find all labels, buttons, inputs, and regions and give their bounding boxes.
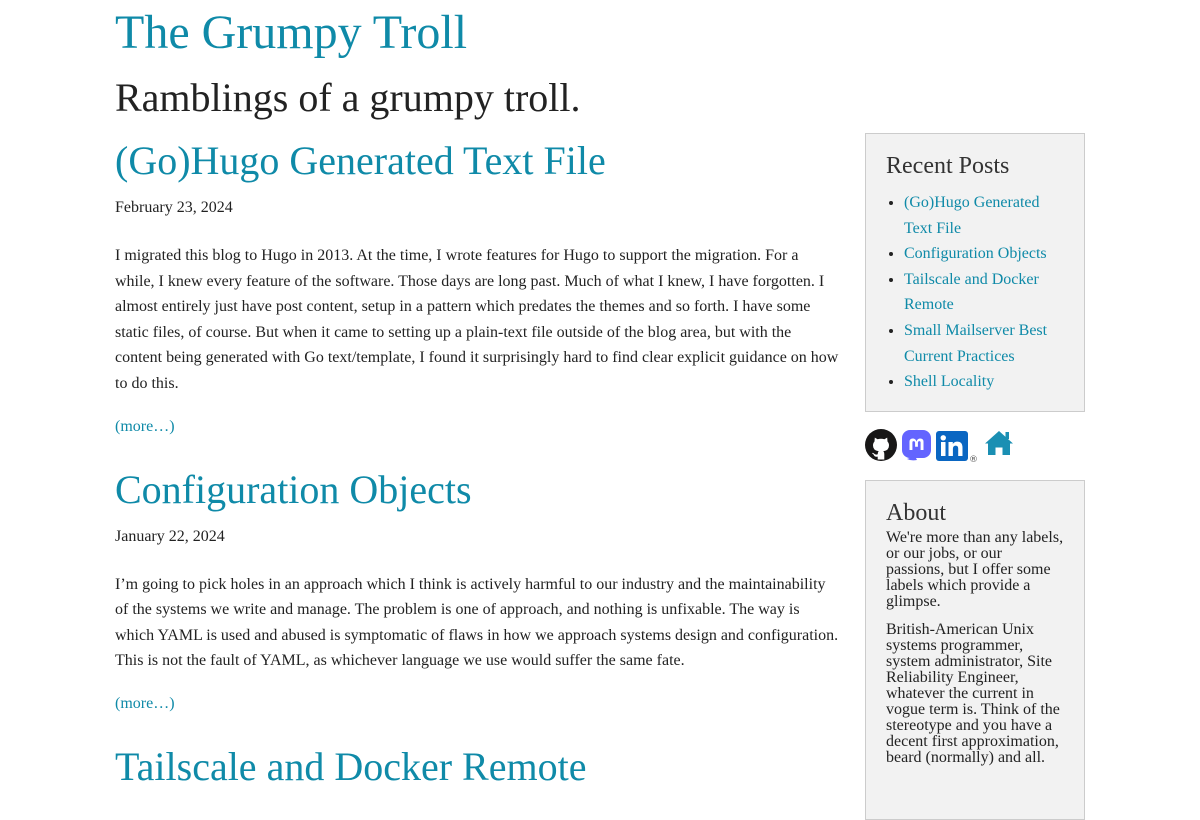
recent-posts-list xyxy=(886,190,1064,395)
recent-post-item xyxy=(904,369,1064,395)
recent-post-link[interactable]: Small Mailserver Best Current Practices xyxy=(904,321,1048,365)
linkedin-icon[interactable] xyxy=(936,431,968,466)
post-entry xyxy=(115,742,840,792)
home-icon[interactable] xyxy=(984,430,1014,461)
post-title-link[interactable]: Configuration Objects xyxy=(115,466,472,512)
site-title-link[interactable]: The Grumpy Troll xyxy=(115,6,468,59)
mastodon-icon[interactable] xyxy=(901,429,932,466)
post-summary: I migrated this blog to Hugo in 2013. At the time, I wrote features for Hugo to support the migration. For a while, I knew every feature of the software. Those days are long past. Much of what I knew, I have forgotten. I almost entirely just have post content, setup in a pattern which predates the themes and so forth. I have some static files, of course. But when it came to setting up a plain-text file outside of the blog area, but with the content being generated with Go text/template, I found it surprisingly hard to find clear explicit guidance on how to do this. xyxy=(115,247,839,392)
recent-posts-title: Recent Posts xyxy=(886,153,1010,179)
github-icon[interactable] xyxy=(865,429,897,466)
post-title-link[interactable]: (Go)Hugo Generated Text File xyxy=(115,138,606,183)
recent-post-link[interactable]: Shell Locality xyxy=(904,373,995,391)
read-more-link[interactable]: (more…) xyxy=(115,417,175,435)
site-title[interactable] xyxy=(115,4,467,62)
post-entry xyxy=(115,136,840,465)
recent-post-link[interactable]: Configuration Objects xyxy=(904,245,1047,263)
post-title[interactable] xyxy=(115,465,840,515)
read-more-link[interactable]: (more…) xyxy=(115,694,175,712)
site-tagline: Ramblings of a grumpy troll. xyxy=(115,75,581,120)
recent-post-item xyxy=(904,318,1064,369)
recent-post-link[interactable]: Tailscale and Docker Remote xyxy=(904,270,1039,314)
post-entry xyxy=(115,465,840,742)
post-summary: I’m going to pick holes in an approach which I think is actively harmful to our industry and the maintainability of the systems we write and manage. The problem is one of approach, and nothing is unfixable. The way is which YAML is used and abused is symptomatic of flaws in how we approach systems design and configuration. This is not the fault of YAML, as whichever language we use would suffer the same fate. xyxy=(115,575,839,670)
recent-post-item xyxy=(904,267,1064,318)
post-title-link[interactable]: Tailscale and Docker Remote xyxy=(115,743,587,789)
recent-post-item xyxy=(904,190,1064,241)
recent-posts-box xyxy=(865,133,1085,412)
about-title: About xyxy=(886,500,946,526)
post-date: February 23, 2024 xyxy=(115,199,233,216)
recent-post-link[interactable]: (Go)Hugo Generated Text File xyxy=(904,194,1040,237)
post-title[interactable] xyxy=(115,742,840,792)
social-links xyxy=(865,430,1014,466)
post-date: January 22, 2024 xyxy=(115,527,225,545)
post-list xyxy=(115,136,840,792)
about-paragraph: We're more than any labels, or our jobs, or our passions, but I offer some labels which provide a glimpse. xyxy=(886,529,1064,610)
registered-mark: ® xyxy=(969,455,978,465)
post-title[interactable] xyxy=(115,136,840,186)
about-paragraph: British-American Unix systems programmer, system administrator, Site Reliability Engineer, whatever the current in vogue term is. Think of the stereotype and you have a decent first approximation, beard (normally) and all. xyxy=(886,621,1060,766)
about-box xyxy=(865,480,1085,820)
recent-post-item xyxy=(904,241,1064,267)
